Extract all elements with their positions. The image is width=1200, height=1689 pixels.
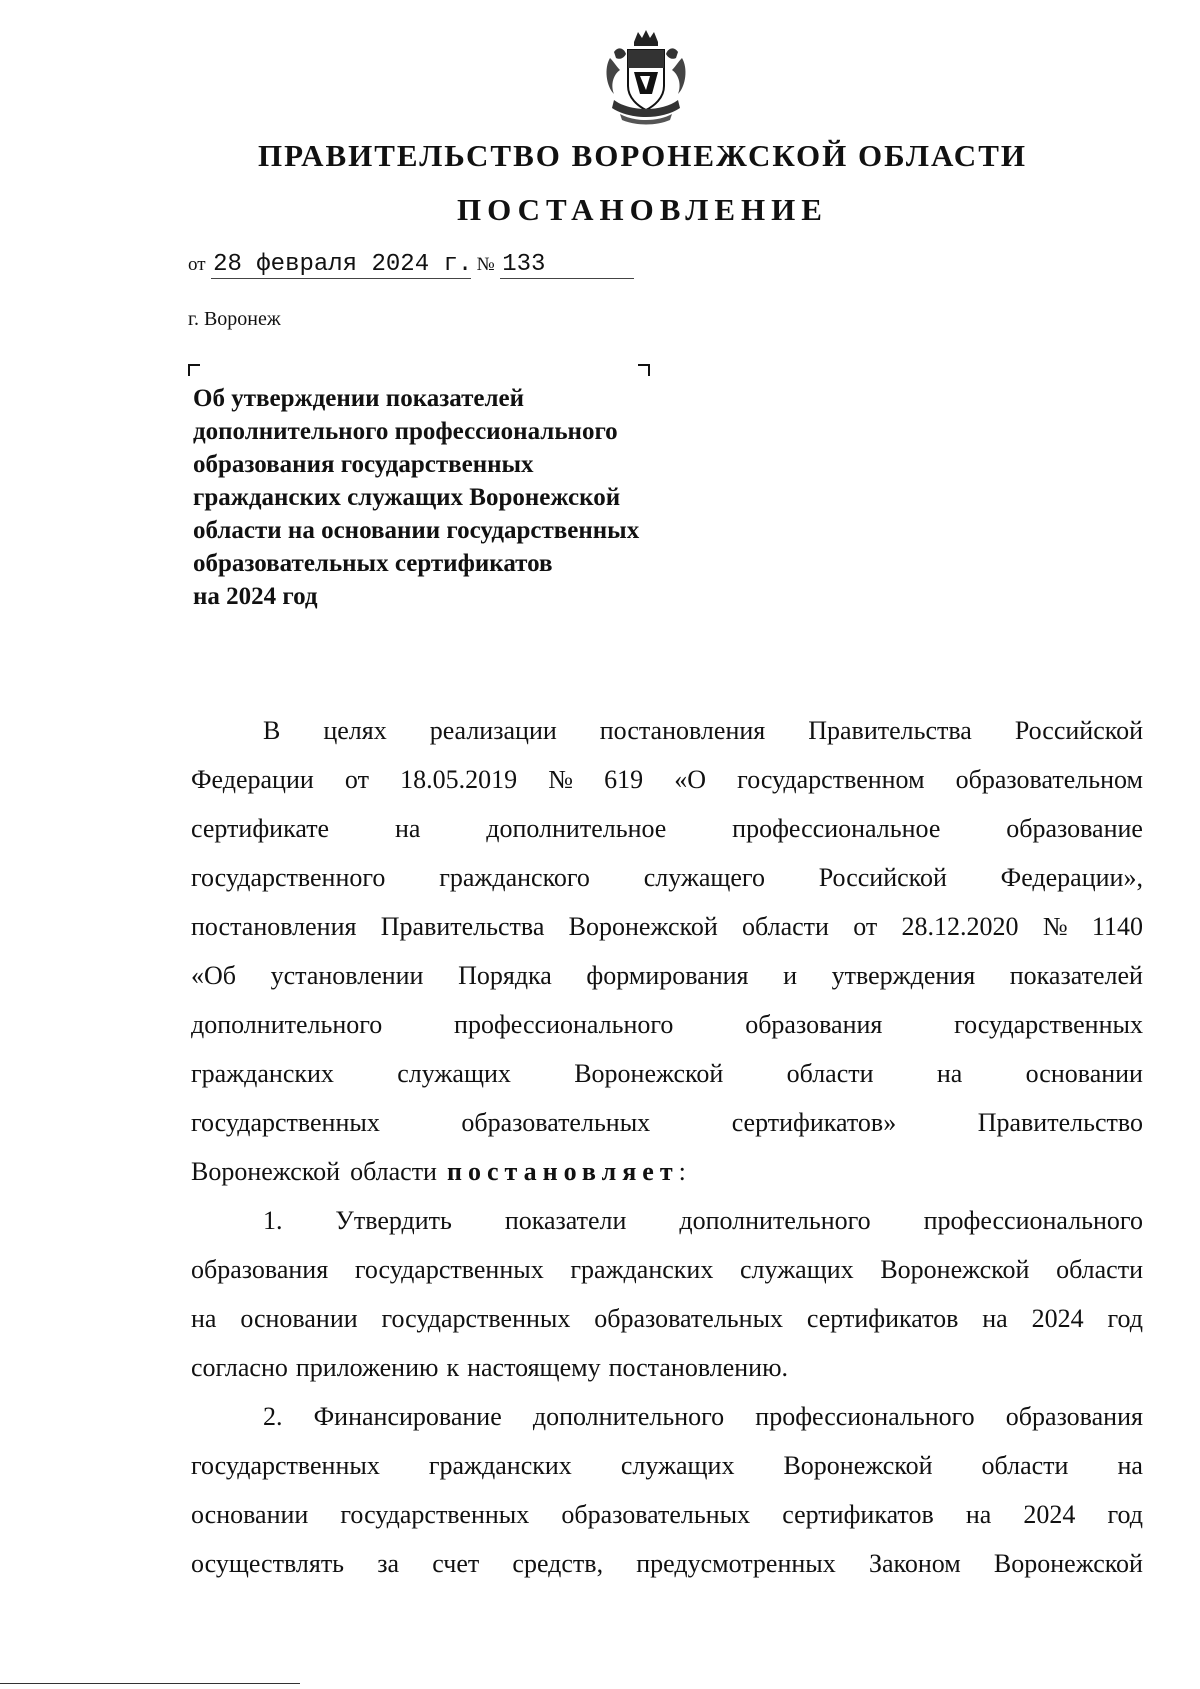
city: г. Воронеж bbox=[188, 308, 281, 330]
body-word: государственных bbox=[191, 1451, 380, 1480]
body-word: согласно bbox=[191, 1353, 288, 1382]
body-word: 1. bbox=[263, 1206, 283, 1235]
document-number: 133 bbox=[500, 251, 634, 279]
body-word: области bbox=[981, 1451, 1069, 1480]
body-word: Российской bbox=[1014, 716, 1143, 745]
body-word: гражданских bbox=[570, 1255, 714, 1284]
body-word: Воронежской bbox=[993, 1549, 1143, 1578]
government-title: ПРАВИТЕЛЬСТВО ВОРОНЕЖСКОЙ ОБЛАСТИ bbox=[258, 138, 1027, 173]
body-word: № bbox=[548, 765, 574, 794]
body-word: сертификатов bbox=[782, 1500, 934, 1529]
body-word: сертификатов bbox=[806, 1304, 959, 1333]
body-word: государственных bbox=[354, 1255, 544, 1284]
body-word: на bbox=[1117, 1451, 1143, 1480]
body-word: гражданских bbox=[428, 1451, 572, 1480]
body-word: профессиональное bbox=[732, 814, 941, 843]
body-word: на bbox=[191, 1304, 217, 1333]
body-line bbox=[191, 1343, 1143, 1392]
body-word: образовательном bbox=[955, 765, 1143, 794]
body-word: государственном bbox=[737, 765, 925, 794]
subject-line: Об утверждении показателей bbox=[193, 385, 525, 412]
body-word: образовательных bbox=[561, 1500, 751, 1529]
bracket-top-right bbox=[638, 364, 650, 376]
body-line bbox=[191, 755, 1143, 804]
body-word: основании bbox=[191, 1500, 309, 1529]
body-word: «Об bbox=[191, 961, 237, 990]
body-word: области bbox=[742, 912, 829, 941]
body-word: на bbox=[394, 814, 421, 843]
body-word: Правительства bbox=[380, 912, 545, 941]
body-word: служащих bbox=[397, 1059, 511, 1088]
body-line bbox=[191, 804, 1143, 853]
body-word: гражданских bbox=[191, 1059, 334, 1088]
body-word: 2. bbox=[263, 1402, 283, 1431]
body-word: средств, bbox=[512, 1549, 604, 1578]
body-word: области bbox=[786, 1059, 874, 1088]
body-word: на bbox=[936, 1059, 963, 1088]
body-word: Финансирование bbox=[313, 1402, 502, 1431]
body-word: государственных bbox=[381, 1304, 571, 1333]
body-word: основании bbox=[1025, 1059, 1143, 1088]
body-line bbox=[191, 1147, 1143, 1196]
body-line bbox=[191, 1294, 1143, 1343]
body-word: формирования bbox=[586, 961, 749, 990]
body-word: сертификатов» bbox=[731, 1108, 897, 1137]
subject-line: образования государственных bbox=[193, 451, 534, 478]
body-line bbox=[191, 853, 1143, 902]
body-word: показателей bbox=[1009, 961, 1143, 990]
body-word: государственных bbox=[191, 1108, 380, 1137]
body-word: предусмотренных bbox=[636, 1549, 836, 1578]
body-word: от bbox=[344, 765, 369, 794]
body-word: профессионального bbox=[755, 1402, 975, 1431]
body-word: служащих bbox=[620, 1451, 735, 1480]
body-word: «О bbox=[674, 765, 707, 794]
body-word: постановления bbox=[599, 716, 766, 745]
body-word: Воронежской bbox=[191, 1157, 341, 1186]
body-line bbox=[191, 1245, 1143, 1294]
body-word: сертификате bbox=[191, 814, 330, 843]
body-line bbox=[191, 951, 1143, 1000]
body-word: на bbox=[982, 1304, 1008, 1333]
body-word: год bbox=[1107, 1304, 1143, 1333]
body-line bbox=[191, 1098, 1143, 1147]
body-line bbox=[191, 1490, 1143, 1539]
body-word: государственных bbox=[954, 1010, 1143, 1039]
body-word: : bbox=[678, 1157, 686, 1186]
subject-line: области на основании государственных bbox=[193, 517, 640, 544]
body-word: В bbox=[263, 716, 281, 745]
body-word: Российской bbox=[818, 863, 947, 892]
body-word: государственного bbox=[191, 863, 386, 892]
body-word: профессионального bbox=[454, 1010, 674, 1039]
body-word: 2024 bbox=[1031, 1304, 1084, 1333]
body-line bbox=[191, 1049, 1143, 1098]
body-word: на bbox=[965, 1500, 992, 1529]
body-word: Воронежской bbox=[574, 1059, 724, 1088]
body-line bbox=[191, 902, 1143, 951]
body-word: осуществлять bbox=[191, 1549, 345, 1578]
body-word: дополнительного bbox=[532, 1402, 725, 1431]
body-word: постановлению. bbox=[608, 1353, 789, 1382]
coat-of-arms-icon bbox=[600, 28, 692, 128]
body-word: служащего bbox=[643, 863, 765, 892]
body-word: 2024 bbox=[1023, 1500, 1076, 1529]
subject-line: на 2024 год bbox=[193, 583, 318, 610]
body-word: реализации bbox=[429, 716, 557, 745]
body-word: дополнительного bbox=[679, 1206, 871, 1235]
body-word: области bbox=[350, 1157, 437, 1186]
body-word: Утвердить bbox=[335, 1206, 452, 1235]
body-word: год bbox=[1107, 1500, 1143, 1529]
body-word: образование bbox=[1006, 814, 1143, 843]
body-word: государственных bbox=[340, 1500, 530, 1529]
from-label: от bbox=[188, 254, 206, 275]
body-word: основании bbox=[240, 1304, 358, 1333]
body-word: образования bbox=[191, 1255, 329, 1284]
body-line bbox=[191, 1000, 1143, 1049]
footer-rule bbox=[0, 1683, 300, 1684]
body-word: Федерации bbox=[191, 765, 314, 794]
body-word: установлении bbox=[270, 961, 424, 990]
body-word: образовательных bbox=[594, 1304, 784, 1333]
body-word: 28.12.2020 bbox=[901, 912, 1019, 941]
body-word: приложению bbox=[295, 1353, 439, 1382]
body-word: № bbox=[1042, 912, 1068, 941]
document-subject bbox=[193, 382, 713, 613]
body-word: к bbox=[446, 1353, 460, 1382]
body-word: 1140 bbox=[1091, 912, 1143, 941]
number-label: № bbox=[476, 254, 495, 275]
body-word: Воронежской bbox=[568, 912, 718, 941]
body-word: Федерации», bbox=[1000, 863, 1143, 892]
body-word: утверждения bbox=[831, 961, 976, 990]
body-word: настоящему bbox=[467, 1353, 601, 1382]
body-word: показатели bbox=[504, 1206, 627, 1235]
document-type: ПОСТАНОВЛЕНИЕ bbox=[457, 192, 828, 227]
body-word: дополнительное bbox=[486, 814, 667, 843]
body-line bbox=[191, 1441, 1143, 1490]
body-word: образовательных bbox=[461, 1108, 651, 1137]
body-word: области bbox=[1056, 1255, 1143, 1284]
body-word: Воронежской bbox=[783, 1451, 933, 1480]
body-line bbox=[191, 1196, 1143, 1245]
body-word: 619 bbox=[604, 765, 644, 794]
body-word: Воронежской bbox=[880, 1255, 1030, 1284]
body-word: 18.05.2019 bbox=[400, 765, 518, 794]
body-word: образования bbox=[1005, 1402, 1143, 1431]
body-word: за bbox=[377, 1549, 400, 1578]
body-word: Правительства bbox=[808, 716, 972, 745]
document-date: 28 февраля 2024 г. bbox=[213, 251, 473, 278]
body-line bbox=[191, 1539, 1143, 1588]
document-body bbox=[191, 706, 1143, 1588]
subject-line: гражданских служащих Воронежской bbox=[193, 484, 621, 511]
body-word: и bbox=[783, 961, 798, 990]
date-number-line bbox=[188, 250, 634, 279]
body-word: целях bbox=[323, 716, 387, 745]
body-word: гражданского bbox=[439, 863, 590, 892]
body-word: профессионального bbox=[923, 1206, 1143, 1235]
body-word: постановления bbox=[191, 912, 357, 941]
body-word: Правительство bbox=[977, 1108, 1143, 1137]
subject-line: дополнительного профессионального bbox=[193, 418, 618, 445]
subject-line: образовательных сертификатов bbox=[193, 550, 553, 577]
body-word: образования bbox=[745, 1010, 883, 1039]
body-word: Порядка bbox=[458, 961, 552, 990]
body-word: счет bbox=[432, 1549, 480, 1578]
body-word: от bbox=[853, 912, 878, 941]
body-word: Законом bbox=[868, 1549, 961, 1578]
body-word: постановляет bbox=[446, 1157, 679, 1186]
body-line bbox=[191, 706, 1143, 755]
body-word: служащих bbox=[740, 1255, 854, 1284]
bracket-top-left bbox=[188, 364, 200, 376]
body-word: дополнительного bbox=[191, 1010, 383, 1039]
body-line bbox=[191, 1392, 1143, 1441]
